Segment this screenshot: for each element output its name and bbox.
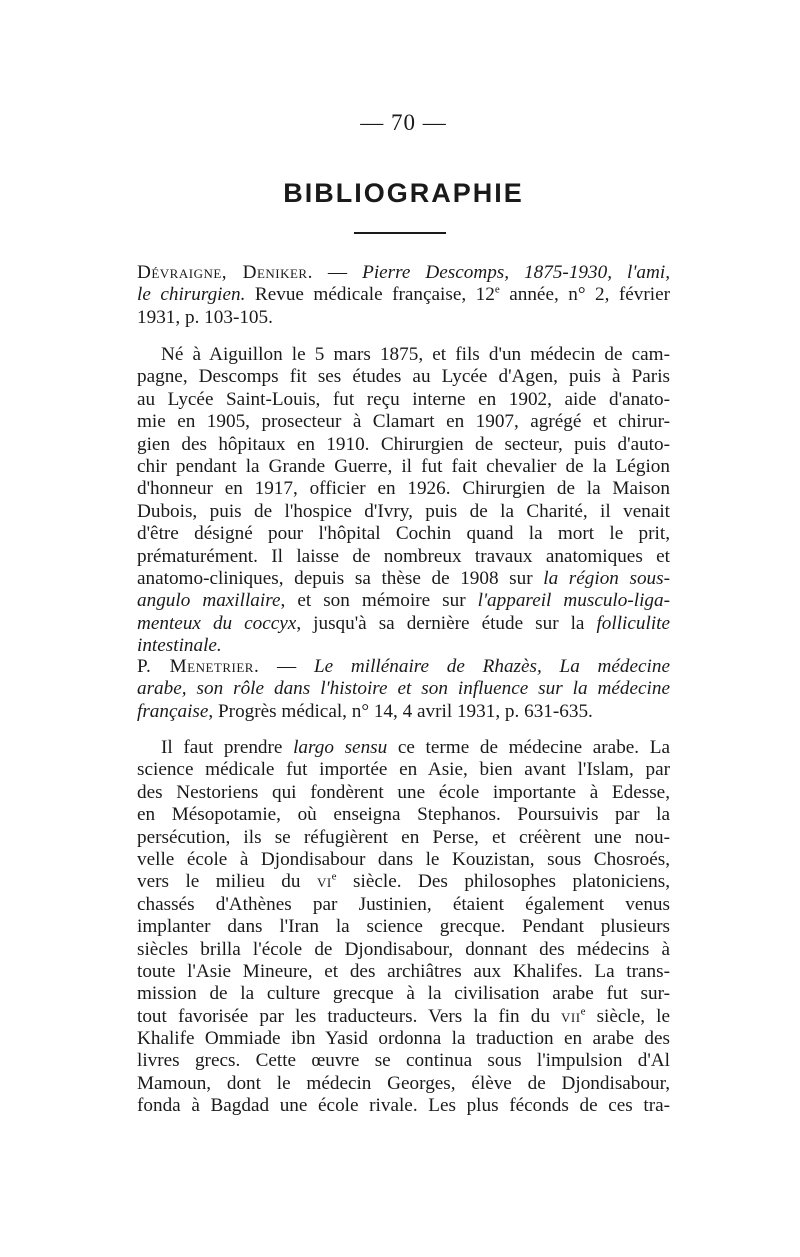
superscript: e: [580, 1005, 586, 1018]
text-run: , et son mémoire sur: [280, 590, 478, 612]
roman-numeral: vi: [316, 871, 332, 893]
text-line: [137, 613, 670, 635]
superscript: e: [331, 870, 337, 883]
italic-run: folliculite: [596, 612, 671, 634]
text-run: tout favorisée par les traducteurs. Vers la fin du: [137, 1005, 562, 1027]
text-line: implanter dans l'Iran la science grecque. Pendant plusieurs: [137, 916, 670, 938]
citation-source: , Progrès médical, n° 14, 4 avril 1931, p. 631-635.: [208, 700, 593, 722]
text-line: au Lycée Saint-Louis, fut reçu interne en 1902, aide d'anato-: [137, 388, 670, 410]
text-line: gien des hôpitaux en 1910. Chirurgien de secteur, puis d'auto-: [137, 433, 670, 455]
text-line: [137, 568, 670, 590]
text-line: fonda à Bagdad une école rivale. Les plus féconds de ces tra-: [137, 1095, 670, 1117]
citation-dash: —: [312, 262, 363, 283]
text-line: Khalife Ommiade ibn Yasid ordonna la traduction en arabe des: [137, 1028, 670, 1050]
citation-dash: —: [259, 656, 314, 677]
citation-source: Revue médicale française, 12: [245, 284, 495, 306]
text-line: [137, 590, 670, 612]
text-line: Né à Aiguillon le 5 mars 1875, et fils d'un médecin de cam-: [161, 344, 670, 365]
text-line: Mamoun, dont le médecin Georges, élève de Djondisabour,: [137, 1072, 670, 1094]
citation-title: Pierre Descomps, 1875-1930, l'ami,: [362, 262, 671, 283]
text-line: prématurément. Il laisse de nombreux travaux anatomiques et: [137, 545, 670, 567]
italic-run: largo sensu: [293, 737, 388, 758]
italic-run: angulo maxillaire: [137, 590, 281, 612]
citation-source: année, n° 2, février: [499, 284, 670, 306]
italic-run: intestinale.: [137, 635, 222, 657]
citation-title: arabe, son rôle dans l'histoire et son influence sur la médecine: [137, 678, 670, 700]
text-run: anatomo-cliniques, depuis sa thèse de 1908 sur: [137, 567, 544, 589]
citation-title: Le millénaire de Rhazès, La médecine: [313, 656, 670, 677]
citation-authors: Dévraigne, Deniker.: [137, 262, 313, 283]
bibliography-entry-descomps: [137, 262, 670, 329]
text-run: siècle. Des philosophes platoniciens,: [336, 871, 670, 893]
page-title: BIBLIOGRAPHIE: [283, 178, 524, 208]
citation-line: [137, 262, 670, 284]
text-line: d'être désigné pour l'hôpital Cochin quand la mort le prit,: [137, 523, 670, 545]
text-line: [137, 737, 670, 759]
text-line: science médicale fut importée en Asie, bien avant l'Islam, par: [137, 759, 670, 781]
citation-authors: P. Menetrier.: [137, 656, 260, 677]
citation-line: [137, 701, 670, 723]
citation-line: [137, 656, 670, 678]
text-line: mie en 1905, prosecteur à Clamart en 1907, agrégé et chirur-: [137, 411, 670, 433]
text-line: persécution, ils se réfugièrent en Perse, et créèrent une nou-: [137, 826, 670, 848]
italic-run: menteux du coccyx: [137, 612, 297, 634]
text-line: pagne, Descomps fit ses études au Lycée d'Agen, puis à Paris: [137, 366, 670, 388]
citation-line: 1931, p. 103-105.: [137, 306, 273, 328]
summary-paragraph-rhazes: [137, 737, 670, 1118]
summary-paragraph-descomps: [137, 344, 670, 657]
text-line: mission de la culture grecque à la civilisation arabe fut sur-: [137, 983, 670, 1005]
page-number: — 70 —: [360, 110, 447, 135]
bibliography-entry-menetrier: [137, 656, 670, 723]
italic-run: l'appareil musculo-liga-: [477, 590, 670, 612]
text-line: Dubois, puis de l'hospice d'Ivry, puis de la Charité, il venait: [137, 500, 670, 522]
citation-title: française: [137, 700, 209, 722]
text-line: siècles brilla l'école de Djondisabour, donnant des médecins à: [137, 938, 670, 960]
citation-title: le chirurgien.: [137, 284, 246, 306]
citation-superscript: e: [494, 284, 500, 296]
text-run: vers le milieu du: [137, 871, 317, 893]
text-run: , jusqu'à sa dernière étude sur la: [296, 612, 597, 634]
citation-line: [137, 284, 670, 306]
text-line: des Nestoriens qui fondèrent une école importante à Edesse,: [137, 781, 670, 803]
text-line: [137, 635, 670, 657]
text-line: toute l'Asie Mineure, et des archiâtres aux Khalifes. La trans-: [137, 960, 670, 982]
text-run: Il faut prendre: [161, 737, 294, 758]
text-line: d'honneur en 1917, officier en 1926. Chirurgien de la Maison: [137, 478, 670, 500]
text-line: livres grecs. Cette œuvre se continua sous l'impulsion d'Al: [137, 1050, 670, 1072]
text-line: chassés d'Athènes par Justinien, étaient également venus: [137, 893, 670, 915]
roman-numeral: vii: [561, 1005, 581, 1027]
text-line: en Mésopotamie, où enseigna Stephanos. Poursuivis par la: [137, 804, 670, 826]
text-line: velle école à Djondisabour dans le Kouzistan, sous Chosroés,: [137, 848, 670, 870]
citation-line: [137, 678, 670, 700]
text-line: [137, 1006, 670, 1028]
italic-run: la région sous-: [543, 567, 671, 589]
text-line: chir pendant la Grande Guerre, il fut fait chevalier de la Légion: [137, 455, 670, 477]
title-rule: [354, 232, 446, 234]
text-run: ce terme de médecine arabe. La: [387, 737, 670, 758]
text-line: [137, 871, 670, 893]
text-run: siècle, le: [585, 1005, 670, 1027]
